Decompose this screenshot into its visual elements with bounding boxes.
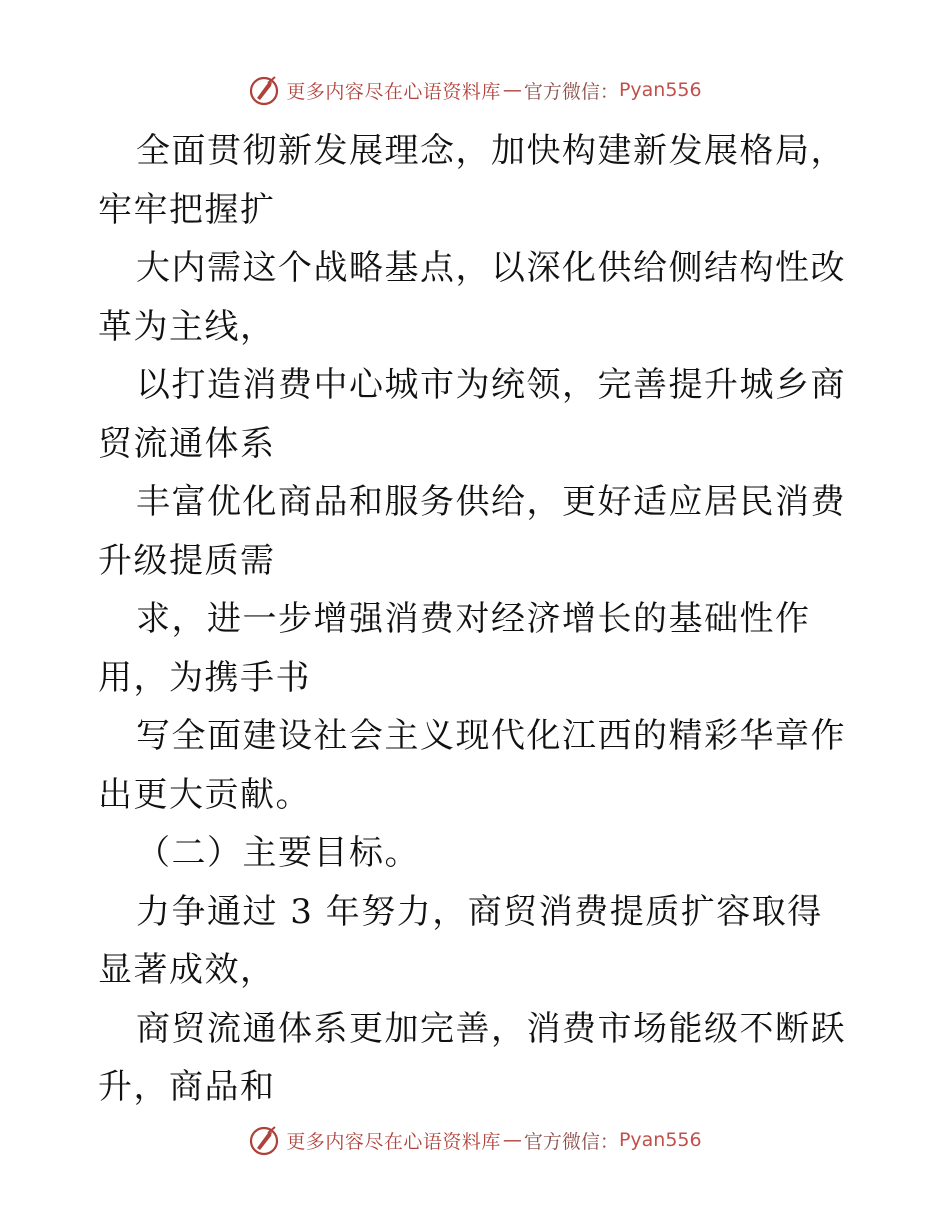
- watermark-text: 更多内容尽在心语资料库: [286, 1130, 501, 1153]
- paragraph: 商贸流通体系更加完善，消费市场能级不断跃升，商品和: [98, 1008, 846, 1107]
- section-heading: （二）主要目标。: [136, 833, 420, 873]
- footer-watermark: [0, 1122, 950, 1158]
- watermark-label: 官方微信：: [523, 80, 619, 103]
- paragraph: 大内需这个战略基点，以深化供给侧结构性改革为主线，: [98, 248, 846, 347]
- paragraph: 求，进一步增强消费对经济增长的基础性作用，为携手书: [98, 599, 811, 698]
- watermark-text: 更多内容尽在心语资料库: [286, 80, 501, 103]
- paragraph: 力争通过 3 年努力，商贸消费提质扩容取得显著成效，: [98, 891, 823, 990]
- quill-pen-logo-icon: [248, 1124, 280, 1156]
- paragraph: 写全面建设社会主义现代化江西的精彩华章作出更大贡献。: [98, 716, 846, 815]
- quill-pen-logo-icon: [248, 74, 280, 106]
- paragraph: 全面贯彻新发展理念，加快构建新发展格局，牢牢把握扩: [98, 131, 846, 230]
- document-body: [98, 122, 858, 1117]
- watermark-dash: —: [502, 1129, 522, 1151]
- watermark-id: Pyan556: [618, 1129, 702, 1151]
- paragraph: 丰富优化商品和服务供给，更好适应居民消费升级提质需: [98, 482, 846, 581]
- watermark-label: 官方微信：: [523, 1130, 619, 1153]
- paragraph: 以打造消费中心城市为统领，完善提升城乡商贸流通体系: [98, 365, 846, 464]
- header-watermark: [0, 72, 950, 108]
- watermark-dash: —: [502, 79, 522, 101]
- watermark-id: Pyan556: [618, 79, 702, 101]
